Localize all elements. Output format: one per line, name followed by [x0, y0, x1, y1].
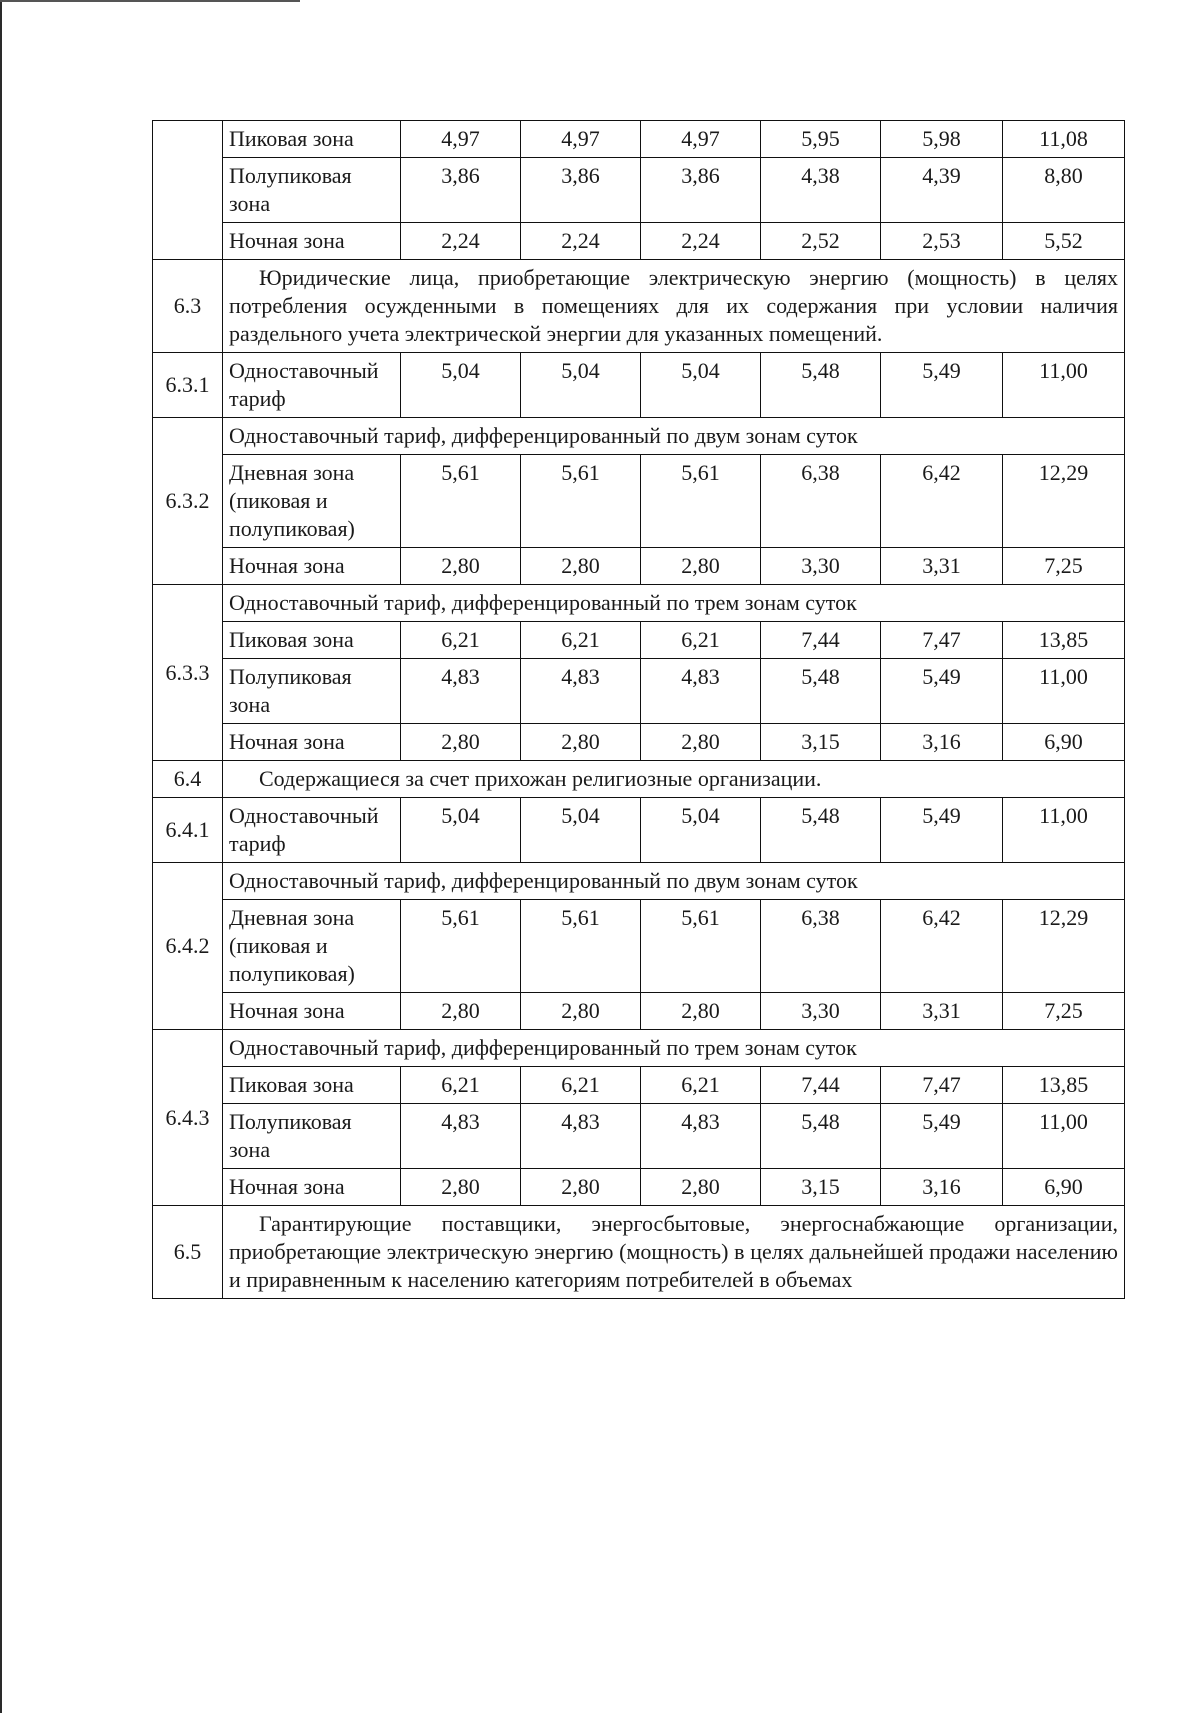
value-cell: 11,00 [1003, 1104, 1125, 1169]
value-cell: 2,24 [521, 223, 641, 260]
value-cell: 5,04 [401, 798, 521, 863]
section-code: 6.3 [153, 260, 223, 353]
row-code: 6.3.2 [153, 418, 223, 585]
scan-mark [0, 0, 300, 2]
value-cell: 2,80 [401, 993, 521, 1030]
value-cell: 2,24 [641, 223, 761, 260]
value-cell: 11,00 [1003, 798, 1125, 863]
value-cell: 6,90 [1003, 724, 1125, 761]
value-cell: 5,04 [641, 353, 761, 418]
subhead: Одноставочный тариф, дифференцированный по трем зонам суток [223, 1030, 1125, 1067]
row-code: 6.3.3 [153, 585, 223, 761]
subhead: Одноставочный тариф, дифференцированный по двум зонам суток [223, 863, 1125, 900]
value-cell: 5,48 [761, 798, 881, 863]
value-cell: 12,29 [1003, 900, 1125, 993]
value-cell: 2,80 [401, 724, 521, 761]
table-row [153, 798, 1125, 863]
section-description: Юридические лица, приобретающие электрическую энергию (мощность) в целях потребления осужденными в помещениях для их содержания при условии наличия раздельного учета электрической энергии для указанных помещений. [223, 260, 1125, 353]
value-cell: 6,21 [641, 622, 761, 659]
table-row [153, 353, 1125, 418]
value-cell: 6,42 [881, 455, 1003, 548]
subhead-row [153, 418, 1125, 455]
value-cell: 4,38 [761, 158, 881, 223]
section-description: Содержащиеся за счет прихожан религиозные организации. [223, 761, 1125, 798]
subhead-row [153, 863, 1125, 900]
value-cell: 3,31 [881, 548, 1003, 585]
value-cell: 5,49 [881, 353, 1003, 418]
row-label: Ночная зона [223, 223, 401, 260]
value-cell: 2,80 [401, 548, 521, 585]
value-cell: 6,38 [761, 900, 881, 993]
value-cell: 7,44 [761, 1067, 881, 1104]
value-cell: 7,25 [1003, 548, 1125, 585]
value-cell: 3,30 [761, 548, 881, 585]
value-cell: 8,80 [1003, 158, 1125, 223]
value-cell: 6,90 [1003, 1169, 1125, 1206]
table-row [153, 121, 1125, 158]
row-code: 6.4.2 [153, 863, 223, 1030]
value-cell: 5,04 [641, 798, 761, 863]
value-cell: 13,85 [1003, 622, 1125, 659]
value-cell: 2,80 [401, 1169, 521, 1206]
value-cell: 6,38 [761, 455, 881, 548]
subhead: Одноставочный тариф, дифференцированный по двум зонам суток [223, 418, 1125, 455]
row-label: Ночная зона [223, 724, 401, 761]
value-cell: 5,61 [521, 455, 641, 548]
section-row [153, 761, 1125, 798]
row-code: 6.4.1 [153, 798, 223, 863]
value-cell: 4,83 [641, 1104, 761, 1169]
value-cell: 3,86 [521, 158, 641, 223]
row-label: Дневная зона (пиковая и полупиковая) [223, 455, 401, 548]
value-cell: 4,97 [641, 121, 761, 158]
row-label: Дневная зона (пиковая и полупиковая) [223, 900, 401, 993]
row-code: 6.3.1 [153, 353, 223, 418]
value-cell: 5,61 [641, 900, 761, 993]
value-cell: 3,86 [401, 158, 521, 223]
value-cell: 2,80 [521, 1169, 641, 1206]
subhead-row [153, 585, 1125, 622]
value-cell: 4,83 [641, 659, 761, 724]
value-cell: 2,80 [521, 548, 641, 585]
value-cell: 3,16 [881, 1169, 1003, 1206]
row-label: Полупиковая зона [223, 1104, 401, 1169]
value-cell: 4,83 [401, 1104, 521, 1169]
row-label: Одноставочный тариф [223, 353, 401, 418]
value-cell: 13,85 [1003, 1067, 1125, 1104]
table-row [153, 455, 1125, 548]
table-row [153, 659, 1125, 724]
value-cell: 4,83 [401, 659, 521, 724]
table-row [153, 724, 1125, 761]
value-cell: 2,53 [881, 223, 1003, 260]
row-label: Ночная зона [223, 993, 401, 1030]
tariff-page [152, 120, 1124, 1299]
value-cell: 5,95 [761, 121, 881, 158]
value-cell: 6,21 [521, 622, 641, 659]
row-label: Ночная зона [223, 1169, 401, 1206]
table-row [153, 622, 1125, 659]
row-code [153, 121, 223, 260]
value-cell: 5,61 [521, 900, 641, 993]
page-edge [0, 0, 2, 1713]
row-label: Полупиковая зона [223, 158, 401, 223]
value-cell: 4,83 [521, 659, 641, 724]
value-cell: 6,21 [521, 1067, 641, 1104]
value-cell: 7,47 [881, 1067, 1003, 1104]
table-row [153, 1067, 1125, 1104]
row-label: Одноставочный тариф [223, 798, 401, 863]
value-cell: 2,80 [641, 993, 761, 1030]
value-cell: 4,97 [401, 121, 521, 158]
row-label: Пиковая зона [223, 121, 401, 158]
value-cell: 3,31 [881, 993, 1003, 1030]
table-row [153, 548, 1125, 585]
value-cell: 5,48 [761, 1104, 881, 1169]
section-description: Гарантирующие поставщики, энергосбытовые, энергоснабжающие организации, приобретающие электрическую энергию (мощность) в целях дальнейшей продажи населению и приравненным к населению категориям потребителей в объемах [223, 1206, 1125, 1299]
value-cell: 5,61 [401, 900, 521, 993]
row-label: Пиковая зона [223, 622, 401, 659]
value-cell: 5,04 [521, 798, 641, 863]
value-cell: 5,04 [401, 353, 521, 418]
table-row [153, 900, 1125, 993]
value-cell: 2,24 [401, 223, 521, 260]
row-label: Пиковая зона [223, 1067, 401, 1104]
value-cell: 5,48 [761, 353, 881, 418]
value-cell: 11,00 [1003, 659, 1125, 724]
value-cell: 5,61 [641, 455, 761, 548]
section-code: 6.4 [153, 761, 223, 798]
table-row [153, 1169, 1125, 1206]
value-cell: 4,97 [521, 121, 641, 158]
table-row [153, 1104, 1125, 1169]
value-cell: 2,52 [761, 223, 881, 260]
value-cell: 4,83 [521, 1104, 641, 1169]
value-cell: 11,00 [1003, 353, 1125, 418]
tariff-table [152, 120, 1125, 1299]
value-cell: 7,25 [1003, 993, 1125, 1030]
value-cell: 11,08 [1003, 121, 1125, 158]
value-cell: 3,30 [761, 993, 881, 1030]
value-cell: 2,80 [641, 724, 761, 761]
value-cell: 6,21 [641, 1067, 761, 1104]
value-cell: 7,47 [881, 622, 1003, 659]
value-cell: 5,49 [881, 1104, 1003, 1169]
row-label: Полупиковая зона [223, 659, 401, 724]
table-row [153, 993, 1125, 1030]
value-cell: 5,49 [881, 798, 1003, 863]
section-row [153, 260, 1125, 353]
value-cell: 6,42 [881, 900, 1003, 993]
value-cell: 2,80 [521, 724, 641, 761]
value-cell: 3,16 [881, 724, 1003, 761]
value-cell: 5,61 [401, 455, 521, 548]
value-cell: 3,15 [761, 724, 881, 761]
value-cell: 3,15 [761, 1169, 881, 1206]
value-cell: 7,44 [761, 622, 881, 659]
table-row [153, 158, 1125, 223]
row-label: Ночная зона [223, 548, 401, 585]
subhead-row [153, 1030, 1125, 1067]
value-cell: 6,21 [401, 1067, 521, 1104]
value-cell: 12,29 [1003, 455, 1125, 548]
value-cell: 5,04 [521, 353, 641, 418]
value-cell: 5,48 [761, 659, 881, 724]
subhead: Одноставочный тариф, дифференцированный по трем зонам суток [223, 585, 1125, 622]
value-cell: 2,80 [641, 548, 761, 585]
value-cell: 2,80 [521, 993, 641, 1030]
value-cell: 5,52 [1003, 223, 1125, 260]
value-cell: 3,86 [641, 158, 761, 223]
value-cell: 5,49 [881, 659, 1003, 724]
section-row [153, 1206, 1125, 1299]
value-cell: 2,80 [641, 1169, 761, 1206]
table-row [153, 223, 1125, 260]
value-cell: 6,21 [401, 622, 521, 659]
value-cell: 4,39 [881, 158, 1003, 223]
row-code: 6.4.3 [153, 1030, 223, 1206]
section-code: 6.5 [153, 1206, 223, 1299]
value-cell: 5,98 [881, 121, 1003, 158]
